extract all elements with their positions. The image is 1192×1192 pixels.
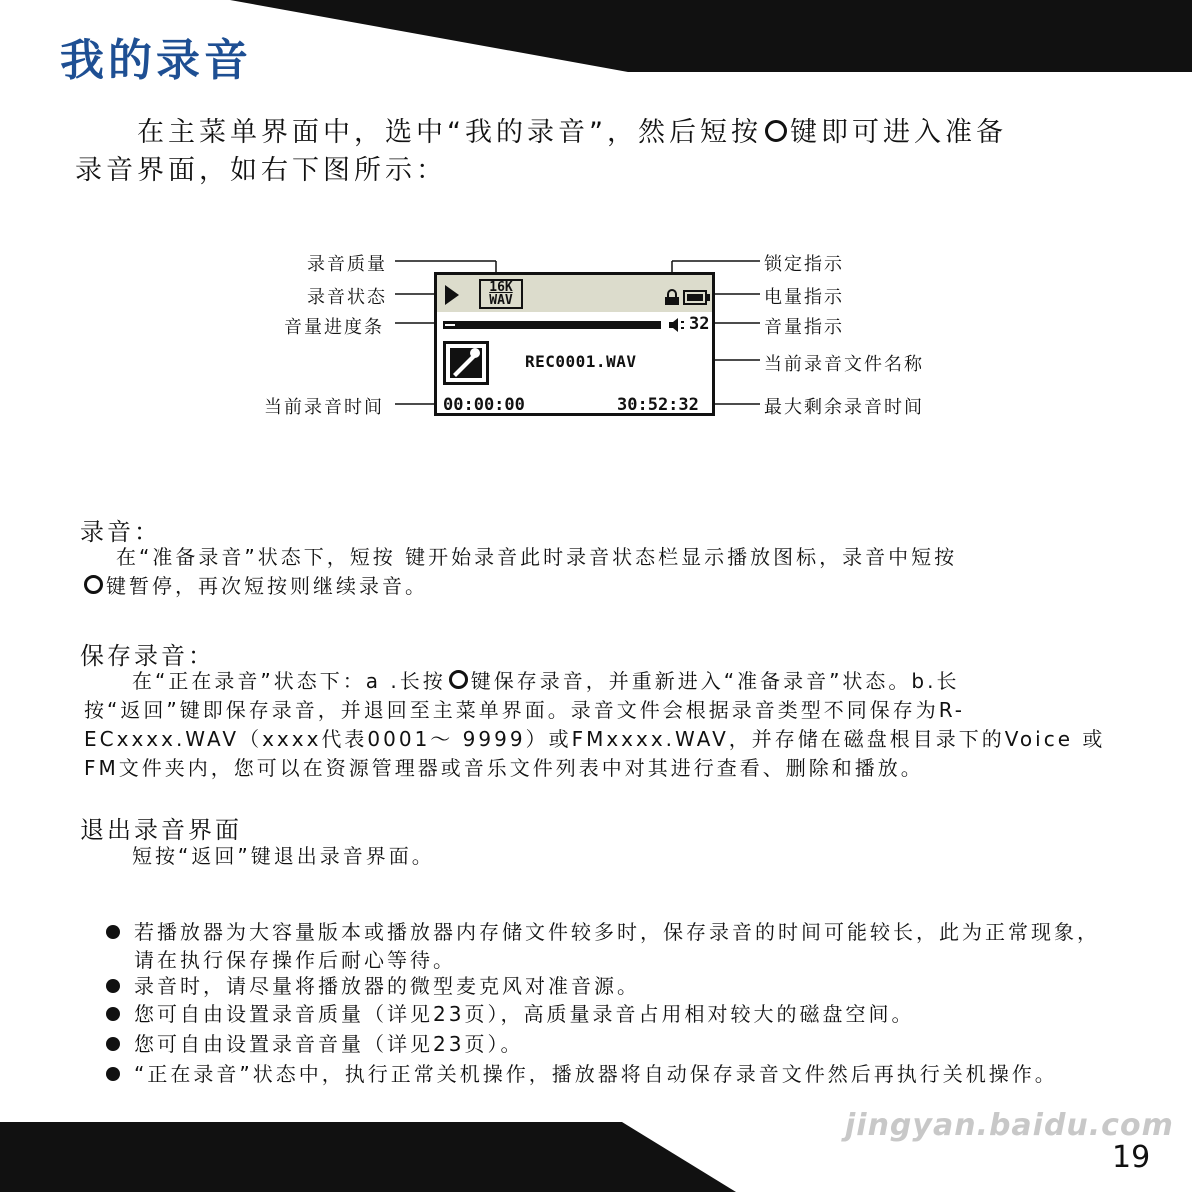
intro-line-2: 录音界面，如右下图所示： (75, 155, 447, 186)
annotation-lock: 锁定指示 (764, 254, 844, 275)
ok-button-icon (84, 575, 103, 594)
speaker-icon (667, 317, 687, 333)
bullet-icon (106, 979, 120, 993)
recording-filename: REC0001.WAV (525, 352, 637, 371)
volume-progress-bar (443, 321, 661, 329)
recorder-screen (434, 272, 715, 416)
quality-badge: 16K WAV (479, 279, 523, 309)
note-item: 若播放器为大容量版本或播放器内存储文件较多时，保存录音的时间可能较长，此为正常现象，请在执行保存操作后耐心等待。 (106, 918, 1116, 978)
save-paragraph: 在“正在录音”状态下：a .长按 键保存录音，并重新进入“准备录音”状态。b.长 按“返回”键即保存录音，并退回至主菜单界面。录音文件会根据录音类型不同保存为R- ECxxxx.WAV（xxxx代表0001～ 9999）或FMxxxx.WAV，并存储在磁盘根目录下的Voice 或 FM文件夹内，您可以在资源管理器或音乐文件列表中对其进行查看、删除和播放。 (84, 669, 1106, 780)
bullet-icon (106, 1007, 120, 1021)
save-heading: 保存录音： (80, 642, 215, 670)
annotation-volume: 音量指示 (764, 317, 844, 338)
note-item: 录音时，请尽量将播放器的微型麦克风对准音源。 (106, 972, 1116, 1002)
watermark: jingyan.baidu.com (845, 1108, 1174, 1143)
intro-line-1: 在主菜单界面中，选中“我的录音”，然后短按 键即可进入准备 (137, 117, 1007, 148)
page-title: 我的录音 (60, 35, 252, 86)
bullet-icon (106, 925, 120, 939)
lock-icon (664, 289, 680, 305)
annotation-max-time: 最大剩余录音时间 (764, 397, 924, 418)
annotation-volume-bar: 音量进度条 (284, 317, 384, 338)
microphone-file-icon (443, 341, 489, 385)
annotation-quality: 录音质量 (307, 254, 387, 275)
annotation-status: 录音状态 (307, 287, 387, 308)
note-item: “正在录音”状态中，执行正常关机操作，播放器将自动保存录音文件然后再执行关机操作。 (106, 1060, 1116, 1120)
remaining-time: 30:52:32 (617, 395, 699, 415)
bullet-icon (106, 1037, 120, 1051)
volume-value: 32 (689, 314, 710, 334)
note-item: 您可自由设置录音音量（详见23页）。 (106, 1030, 1116, 1060)
note-item: 您可自由设置录音质量（详见23页），高质量录音占用相对较大的磁盘空间。 (106, 1000, 1116, 1030)
annotation-battery: 电量指示 (764, 287, 844, 308)
annotation-current-time: 当前录音时间 (264, 397, 384, 418)
bullet-icon (106, 1067, 120, 1081)
record-heading: 录音： (80, 518, 161, 546)
annotation-filename: 当前录音文件名称 (764, 354, 924, 375)
exit-heading: 退出录音界面 (80, 816, 242, 844)
page-number: 19 (1112, 1140, 1151, 1175)
volume-progress-fill (445, 324, 455, 326)
ok-button-icon (449, 670, 468, 689)
exit-paragraph: 短按“返回”键退出录音界面。 (132, 844, 435, 868)
battery-icon (683, 290, 711, 306)
play-icon (443, 284, 461, 306)
elapsed-time: 00:00:00 (443, 395, 525, 415)
record-paragraph: 在“准备录音”状态下，短按 键开始录音此时录音状态栏显示播放图标，录音中短按 键暂停，再次短按则继续录音。 (84, 543, 1114, 601)
